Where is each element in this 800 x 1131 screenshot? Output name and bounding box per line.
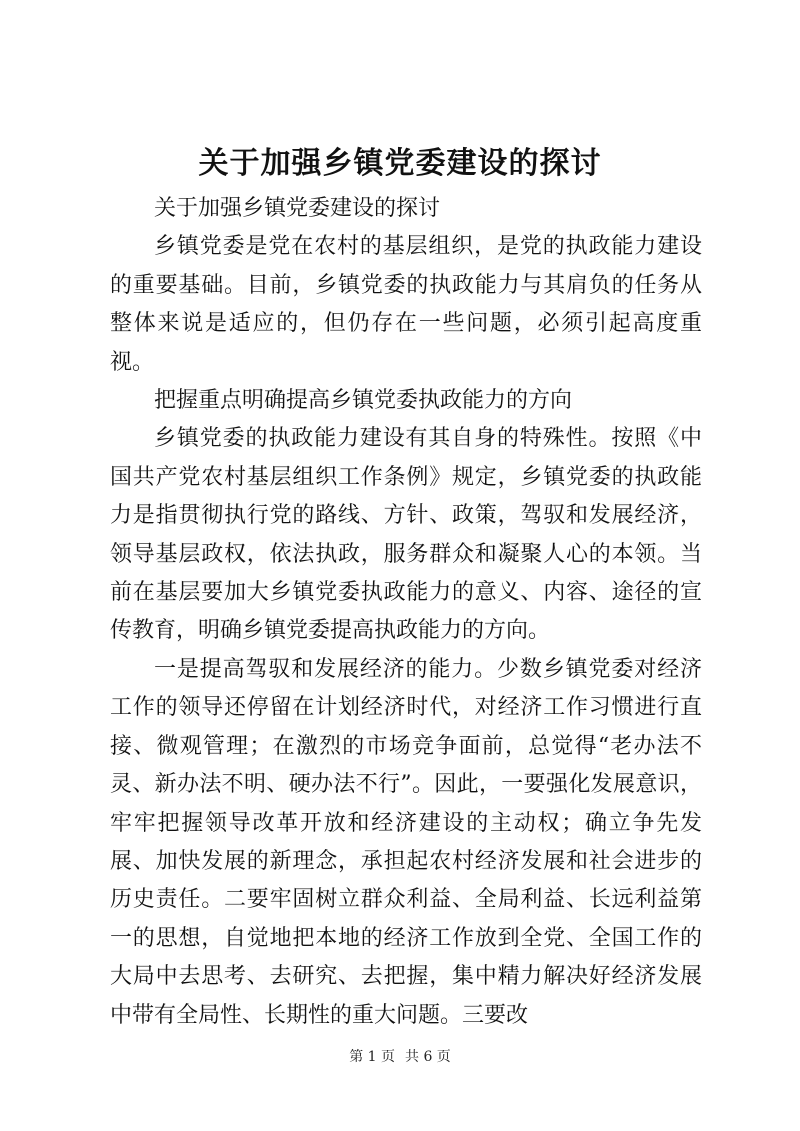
- document-title: 关于加强乡镇党委建设的探讨: [198, 146, 602, 181]
- page-footer: [0, 1046, 800, 1066]
- paragraph-heading: 把握重点明确提高乡镇党委执政能力的方向: [154, 388, 573, 414]
- document-body: [110, 190, 702, 1035]
- paragraph-intro: 乡镇党委是党在农村的基层组织，是党的执政能力建设的重要基础。目前，乡镇党委的执政能力与其肩负的任务从整体来说是适应的，但仍存在一些问题，必须引起高度重视。: [110, 234, 702, 375]
- page-number: 第 1 页: [349, 1049, 395, 1065]
- paragraph-economy: 一是提高驾驭和发展经济的能力。少数乡镇党委对经济工作的领导还停留在计划经济时代，对经济工作习惯进行直接、微观管理；在激烈的市场竞争面前，总觉得“老办法不灵、新办法不明、硬办法不行”。因此，一要强化发展意识，牢牢把握领导改革开放和经济建设的主动权；确立争先发展、加快发展的新理念，承担起农村经济发展和社会进步的历史责任。二要牢固树立群众利益、全局利益、长远利益第一的思想，自觉地把本地的经济工作放到全党、全国工作的大局中去思考、去研究、去把握，集中精力解决好经济发展中带有全局性、长期性的重大问题。三要改: [110, 656, 702, 1028]
- paragraph-subtitle: 关于加强乡镇党委建设的探讨: [154, 196, 441, 221]
- page-total: 共 6 页: [405, 1049, 451, 1065]
- paragraph-direction: 乡镇党委的执政能力建设有其自身的特殊性。按照《中国共产党农村基层组织工作条例》规定，乡镇党委的执政能力是指贯彻执行党的路线、方针、政策，驾驭和发展经济，领导基层政权，依法执政，服务群众和凝聚人心的本领。当前在基层要加大乡镇党委执政能力的意义、内容、途径的宣传教育，明确乡镇党委提高执政能力的方向。: [110, 426, 702, 644]
